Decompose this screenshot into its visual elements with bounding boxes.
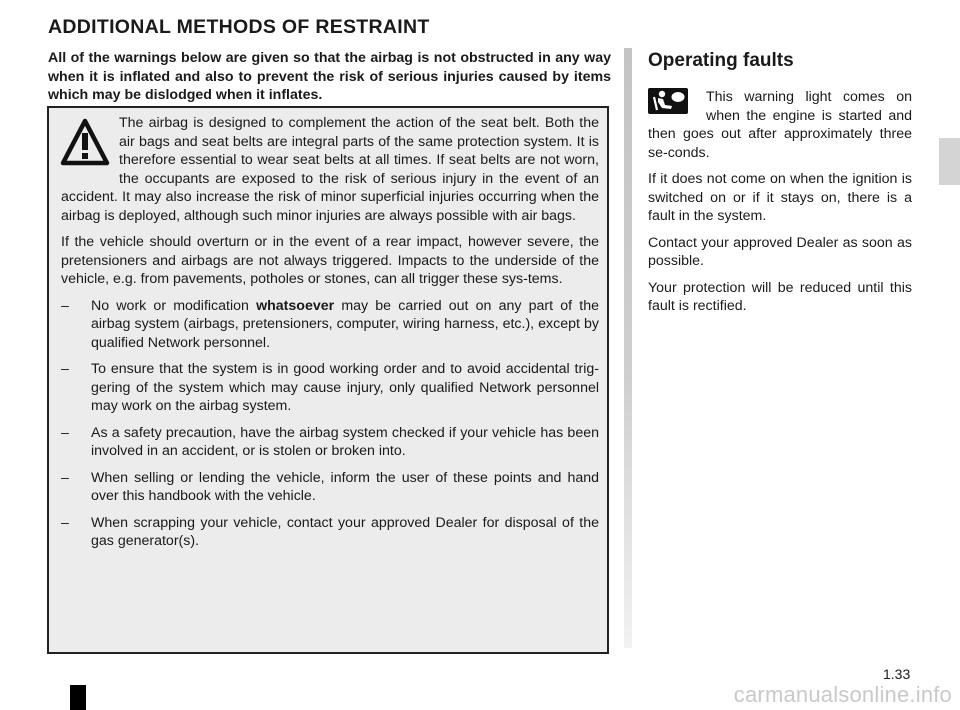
list-dash: –	[61, 469, 69, 486]
list-item	[61, 424, 599, 461]
item-text: When selling or lending the vehicle, inform the user of these points and hand over this handbook with the vehicle.	[91, 469, 599, 504]
item-emphasis: whatsoever	[256, 297, 335, 314]
fault-text-1: This warning light comes on when the engine is started and then goes out after approximately three se-conds.	[648, 89, 912, 161]
list-item	[61, 360, 599, 416]
watermark-text: carmanualsonline.info	[733, 682, 952, 707]
warning-box	[47, 106, 609, 654]
item-text: may be carried out on any part of the airbag system (airbags, pretensioners, computer, wiring harness, etc.), except by qualified Network personnel.	[91, 297, 599, 351]
warning-triangle-icon	[59, 116, 111, 172]
item-text: When scrapping your vehicle, contact your approved Dealer for disposal of the gas generator(s).	[91, 514, 599, 549]
operating-faults-text	[648, 88, 912, 324]
warning-lead-text: The airbag is designed to complement the action of the seat belt. Both the air bags and seat belts are integral parts of the same protection system. It is therefore essential to wear seat belts at all times. If seat belts are not worn, the occupants are exposed to the risk of serious injury in the event of an accident. It may also increase the risk of minor superficial injuries occurring when the airbag is deployed, although such minor injuries are always possible with air bags.	[61, 115, 599, 224]
list-item	[61, 469, 599, 506]
item-text: As a safety precaution, have the airbag system checked if your vehicle has been involved in an accident, or is stolen or broken into.	[91, 424, 599, 459]
fault-paragraph-4: Your protection will be reduced until this fault is rectified.	[648, 279, 912, 314]
page-number: 1.33	[883, 666, 911, 682]
fault-paragraph-2: If it does not come on when the ignition is switched on or if it stays on, there is a fault in the system.	[648, 171, 912, 224]
list-dash: –	[61, 361, 69, 377]
list-dash: –	[61, 424, 69, 441]
corner-marker	[70, 685, 86, 710]
list-item	[61, 297, 599, 353]
item-text: No work or modification	[91, 297, 257, 314]
section-title-operating-faults: Operating faults	[648, 50, 794, 71]
page-title: ADDITIONAL METHODS OF RESTRAINT	[48, 16, 430, 38]
fault-paragraph-3: Contact your approved Dealer as soon as possible.	[648, 234, 912, 269]
intro-paragraph: All of the warnings below are given so that the airbag is not obstructed in any way when it is inflated and also to prevent the risk of serious injuries caused by items which may be dislodged when it inflates.	[48, 50, 611, 103]
chapter-side-tab	[939, 138, 960, 185]
fault-paragraph-1	[648, 88, 912, 162]
airbag-warning-light-icon	[648, 88, 688, 114]
column-divider	[624, 48, 632, 648]
list-dash: –	[61, 297, 69, 314]
warning-paragraph-overturn: If the vehicle should overturn or in the event of a rear impact, however severe, the pretensioners and airbags are not always triggered. Impacts to the underside of the vehicle, e.g. from pavements, potholes or stones, can all trigger these sys-tems.	[61, 234, 599, 287]
list-dash: –	[61, 514, 69, 531]
item-text: To ensure that the system is in good working order and to avoid accidental trig-gering of the system which may cause injury, only qualified Network personnel may work on the airbag system.	[91, 361, 599, 414]
list-item	[61, 514, 599, 551]
warning-list	[61, 297, 599, 551]
